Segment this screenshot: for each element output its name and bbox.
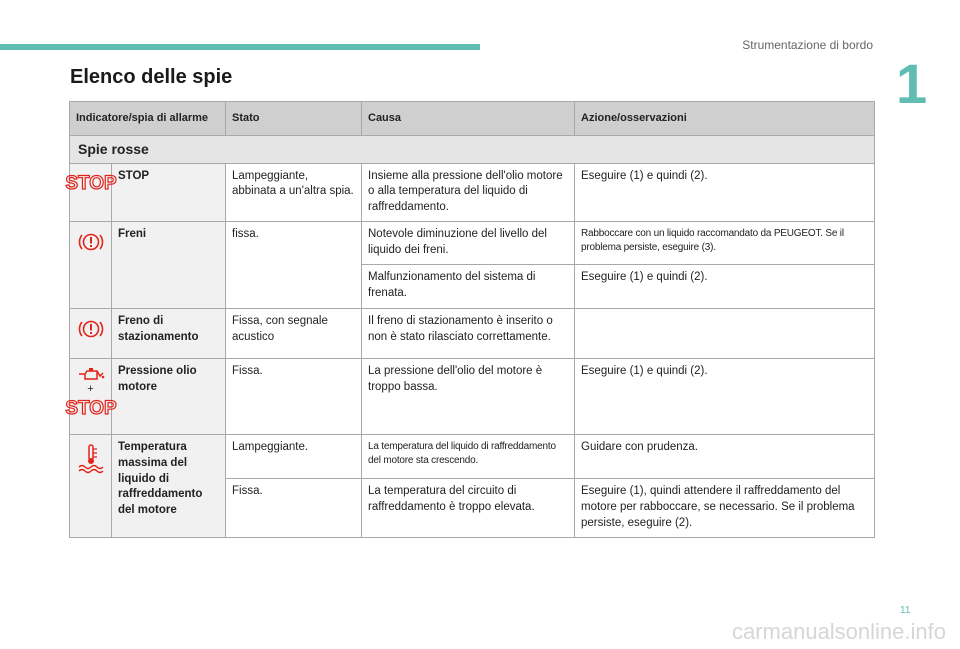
table-header-row [70, 102, 875, 136]
svg-text:STOP: STOP [64, 398, 117, 420]
row-state: fissa. [226, 222, 362, 309]
table-row [70, 359, 875, 435]
stop-warning-icon [64, 397, 117, 420]
row-state: Lampeggiante. [226, 435, 362, 479]
header-state: Stato [226, 102, 362, 136]
header-cause: Causa [362, 102, 575, 136]
coolant-temperature-icon [70, 435, 112, 538]
row-name: Freno di stazionamento [112, 309, 226, 359]
stop-warning-icon [64, 163, 117, 222]
combined-plus: + [87, 383, 94, 396]
group-label: Spie rosse [70, 136, 875, 164]
oil-pressure-icon [64, 359, 117, 435]
section-title: Strumentazione di bordo [742, 38, 873, 52]
row-action: Eseguire (1) e quindi (2). [575, 265, 875, 309]
row-cause: La temperatura del liquido di raffreddamento del motore sta crescendo. [362, 435, 575, 479]
row-cause: La pressione dell'olio del motore è troppo bassa. [362, 359, 575, 435]
row-cause: Notevole diminuzione del livello del liquido dei freni. [362, 222, 575, 265]
row-action: Eseguire (1) e quindi (2). [575, 163, 875, 222]
table-row [70, 222, 875, 265]
svg-text:STOP: STOP [64, 172, 117, 194]
page-title: Elenco delle spie [70, 66, 233, 88]
row-action: Rabboccare con un liquido raccomandato da PEUGEOT. Se il problema persiste, eseguire (3). [575, 222, 875, 265]
row-name: Pressione olio motore [112, 359, 226, 435]
row-state: Fissa. [226, 359, 362, 435]
row-cause: La temperatura del circuito di raffreddamento è troppo elevata. [362, 479, 575, 538]
row-cause: Il freno di stazionamento è inserito o non è stato rilasciato correttamente. [362, 309, 575, 359]
header-action: Azione/osservazioni [575, 102, 875, 136]
table-row [70, 435, 875, 479]
row-action: Eseguire (1) e quindi (2). [575, 359, 875, 435]
row-state: Fissa. [226, 479, 362, 538]
row-action [575, 309, 875, 359]
row-action: Guidare con prudenza. [575, 435, 875, 479]
parking-brake-icon [70, 309, 112, 359]
page-number: 11 [900, 605, 911, 616]
row-state: Fissa, con segnale acustico [226, 309, 362, 359]
header-indicator: Indicatore/spia di allarme [70, 102, 226, 136]
table-row [70, 163, 875, 222]
brake-warning-icon [70, 222, 112, 309]
watermark: carmanualsonline.info [731, 619, 946, 644]
row-name: Temperatura massima del liquido di raffreddamento del motore [112, 435, 226, 538]
row-state: Lampeggiante, abbinata a un'altra spia. [226, 163, 362, 222]
group-row [70, 136, 875, 164]
row-name: STOP [112, 163, 226, 222]
chapter-number: 1 [896, 52, 928, 115]
header-accent-bar [0, 44, 480, 50]
row-name: Freni [112, 222, 226, 309]
row-cause: Insieme alla pressione dell'olio motore o alla temperatura del liquido di raffreddamento. [362, 163, 575, 222]
warning-lights-table [64, 101, 875, 538]
row-cause: Malfunzionamento del sistema di frenata. [362, 265, 575, 309]
table-row [70, 309, 875, 359]
row-action: Eseguire (1), quindi attendere il raffreddamento del motore per rabboccare, se necessario. Se il problema persiste, eseguire (2). [575, 479, 875, 538]
